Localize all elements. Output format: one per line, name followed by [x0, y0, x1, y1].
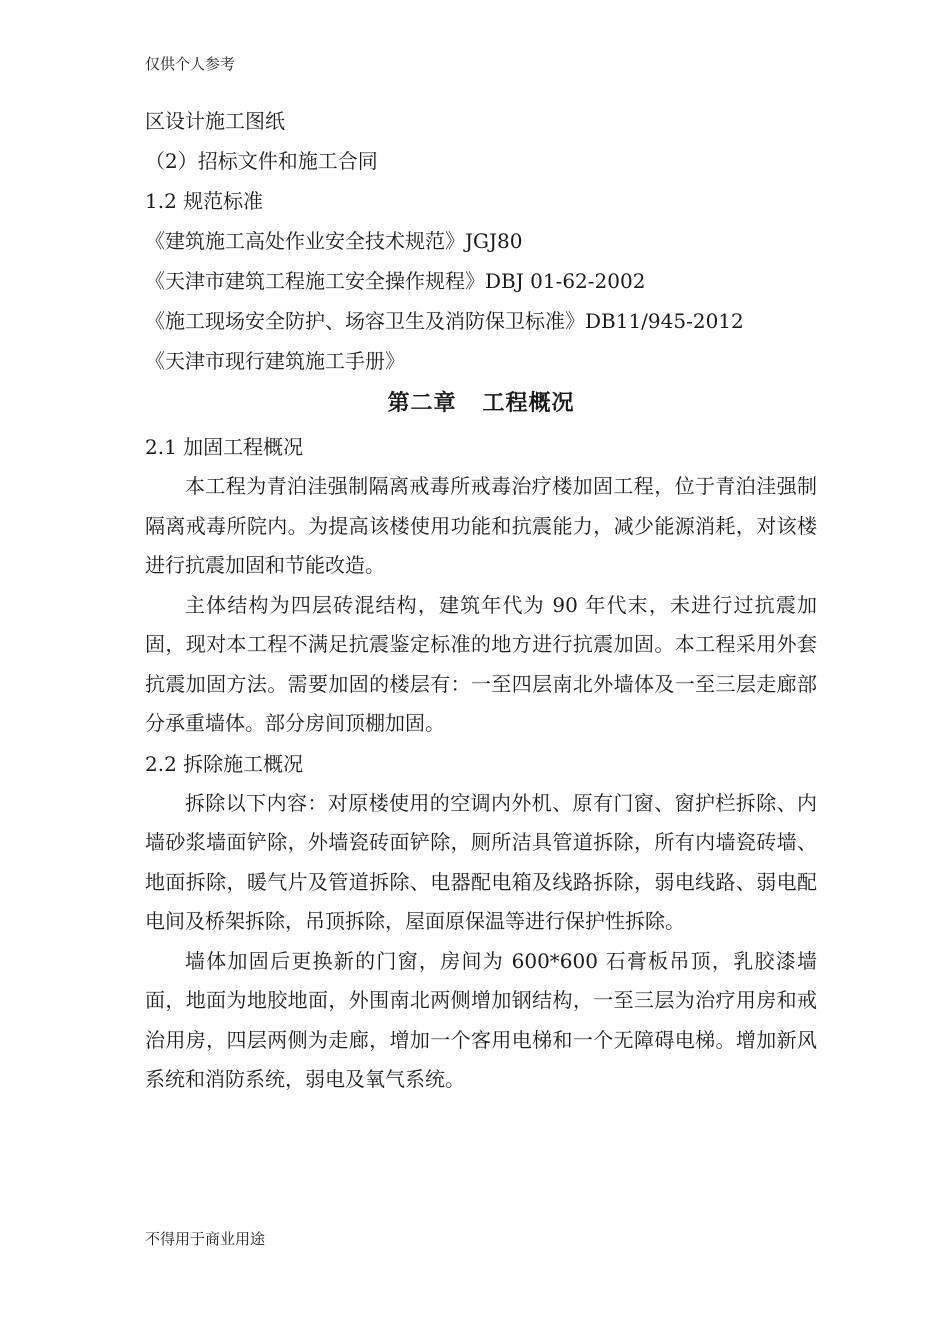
section-heading-2-2: 2.2 拆除施工概况 [145, 751, 304, 776]
standard-item-dbj: 《天津市建筑工程施工安全操作规程》DBJ 01-62-2002 [145, 269, 646, 293]
section-heading-standards: 1.2 规范标准 [145, 189, 264, 213]
document-body [145, 101, 817, 1100]
standard-item-handbook: 《天津市现行建筑施工手册》 [145, 349, 405, 373]
standard-item-jgj80: 《建筑施工高处作业安全技术规范》JGJ80 [145, 229, 523, 253]
page-footer-note: 不得用于商业用途 [145, 1230, 266, 1248]
chapter-title: 第二章 工程概况 [387, 391, 575, 416]
text-line-bidding-docs: （2）招标文件和施工合同 [145, 149, 378, 173]
standard-item-db11: 《施工现场安全防护、场容卫生及消防保卫标准》DB11/945-2012 [145, 309, 744, 333]
text-line-drawings: 区设计施工图纸 [145, 109, 285, 133]
page-header-note: 仅供个人参考 [145, 55, 236, 73]
paragraph-structure: 主体结构为四层砖混结构，建筑年代为 90 年代末，未进行过抗震加固，现对本工程不满足抗震鉴定标准的地方进行抗震加固。本工程采用外套抗震加固方法。需要加固的楼层有：一至四层南北外墙体及一至三层走廊部分承重墙体。部分房间顶棚加固。 [145, 592, 817, 735]
paragraph-renovation: 墙体加固后更换新的门窗，房间为 600*600 石膏板吊顶，乳胶漆墙面，地面为地胶地面，外围南北两侧增加钢结构，一至三层为治疗用房和戒治用房，四层两侧为走廊，增加一个客用电梯和一个无障碍电梯。增加新风系统和消防系统，弱电及氧气系统。 [145, 948, 817, 1091]
paragraph-project-intro: 本工程为青泊洼强制隔离戒毒所戒毒治疗楼加固工程，位于青泊洼强制隔离戒毒所院内。为提高该楼使用功能和抗震能力，减少能源消耗，对该楼进行抗震加固和节能改造。 [145, 474, 817, 577]
paragraph-demolition: 拆除以下内容：对原楼使用的空调内外机、原有门窗、窗护栏拆除、内墙砂浆墙面铲除，外墙瓷砖面铲除，厕所洁具管道拆除，所有内墙瓷砖墙、地面拆除，暖气片及管道拆除、电器配电箱及线路拆除，弱电线路、弱电配电间及桥架拆除，吊顶拆除，屋面原保温等进行保护性拆除。 [145, 790, 817, 933]
section-heading-2-1: 2.1 加固工程概况 [145, 435, 304, 459]
